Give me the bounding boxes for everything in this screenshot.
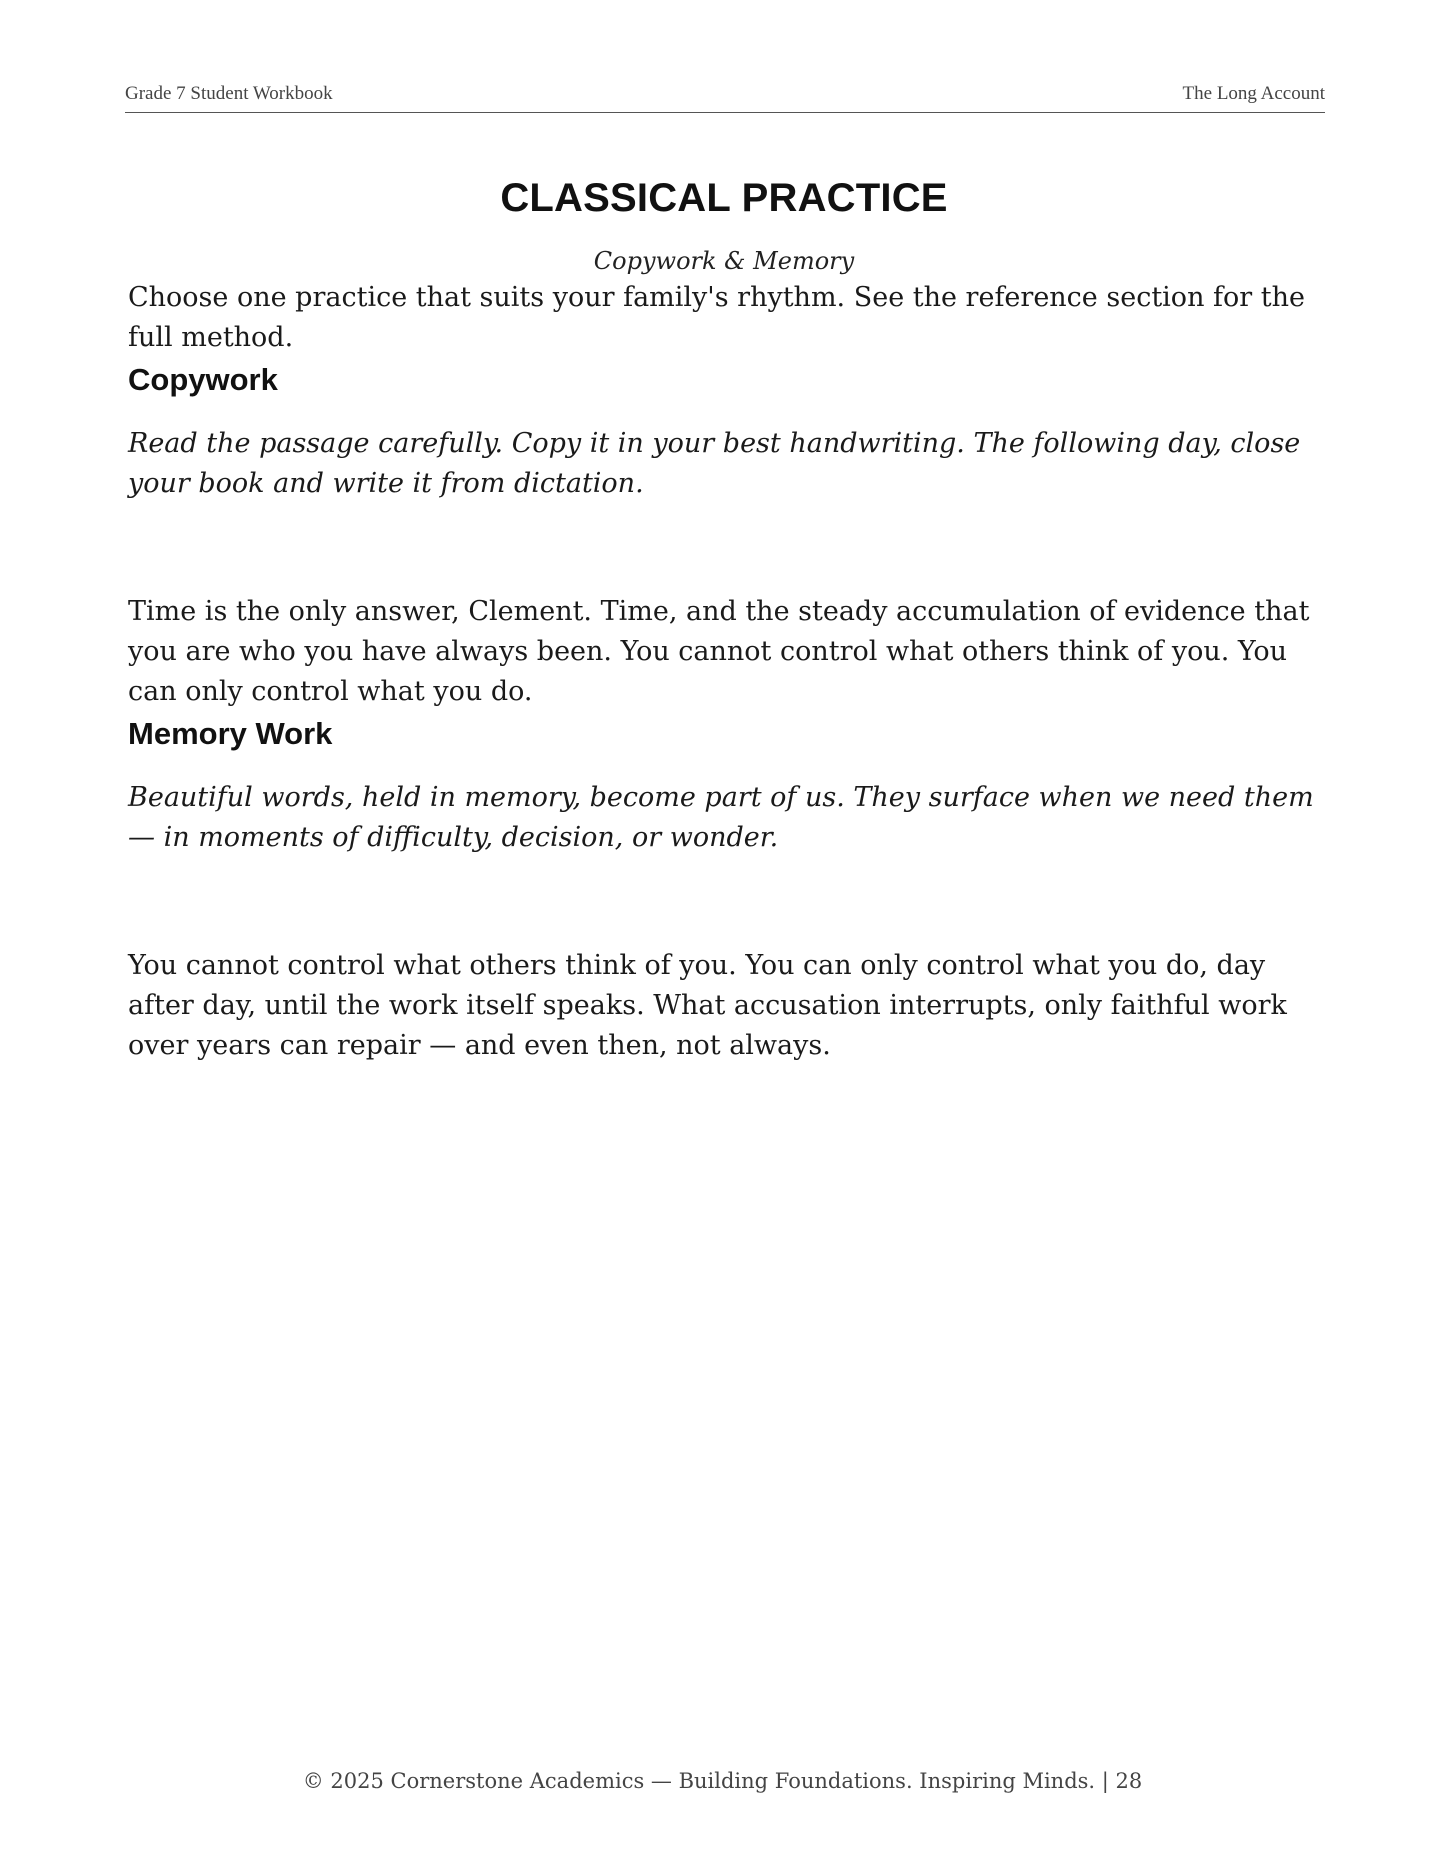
- copywork-section: [128, 358, 1320, 712]
- page-title: CLASSICAL PRACTICE: [500, 176, 948, 220]
- page-subtitle: Copywork & Memory: [593, 247, 855, 275]
- copywork-instruction: Read the passage carefully. Copy it in your best handwriting. The following day, close your book and write it from dictation.: [128, 428, 1301, 499]
- page-content: [128, 170, 1320, 1066]
- header-workbook-title: Grade 7 Student Workbook: [125, 83, 333, 104]
- page-footer: © 2025 Cornerstone Academics — Building Foundations. Inspiring Minds. | 28: [302, 1769, 1143, 1793]
- memory-work-instruction: Beautiful words, held in memory, become part of us. They surface when we need them — in moments of difficulty, decision, or wonder.: [128, 782, 1314, 853]
- copywork-heading: Copywork: [128, 362, 278, 397]
- running-header: [125, 82, 1325, 113]
- memory-work-section: [128, 712, 1320, 1066]
- copywork-passage: Time is the only answer, Clement. Time, and the steady accumulation of evidence that you are who you have always been. You cannot control what others think of you. You can only control what you do.: [128, 596, 1310, 707]
- memory-work-heading: Memory Work: [128, 716, 333, 751]
- memory-work-passage: You cannot control what others think of you. You can only control what you do, day after day, until the work itself speaks. What accusation interrupts, only faithful work over years can repair — and even then, not always.: [128, 950, 1287, 1061]
- intro-paragraph: Choose one practice that suits your family's rhythm. See the reference section for the full method.: [128, 282, 1305, 353]
- header-book-title: The Long Account: [1182, 83, 1325, 104]
